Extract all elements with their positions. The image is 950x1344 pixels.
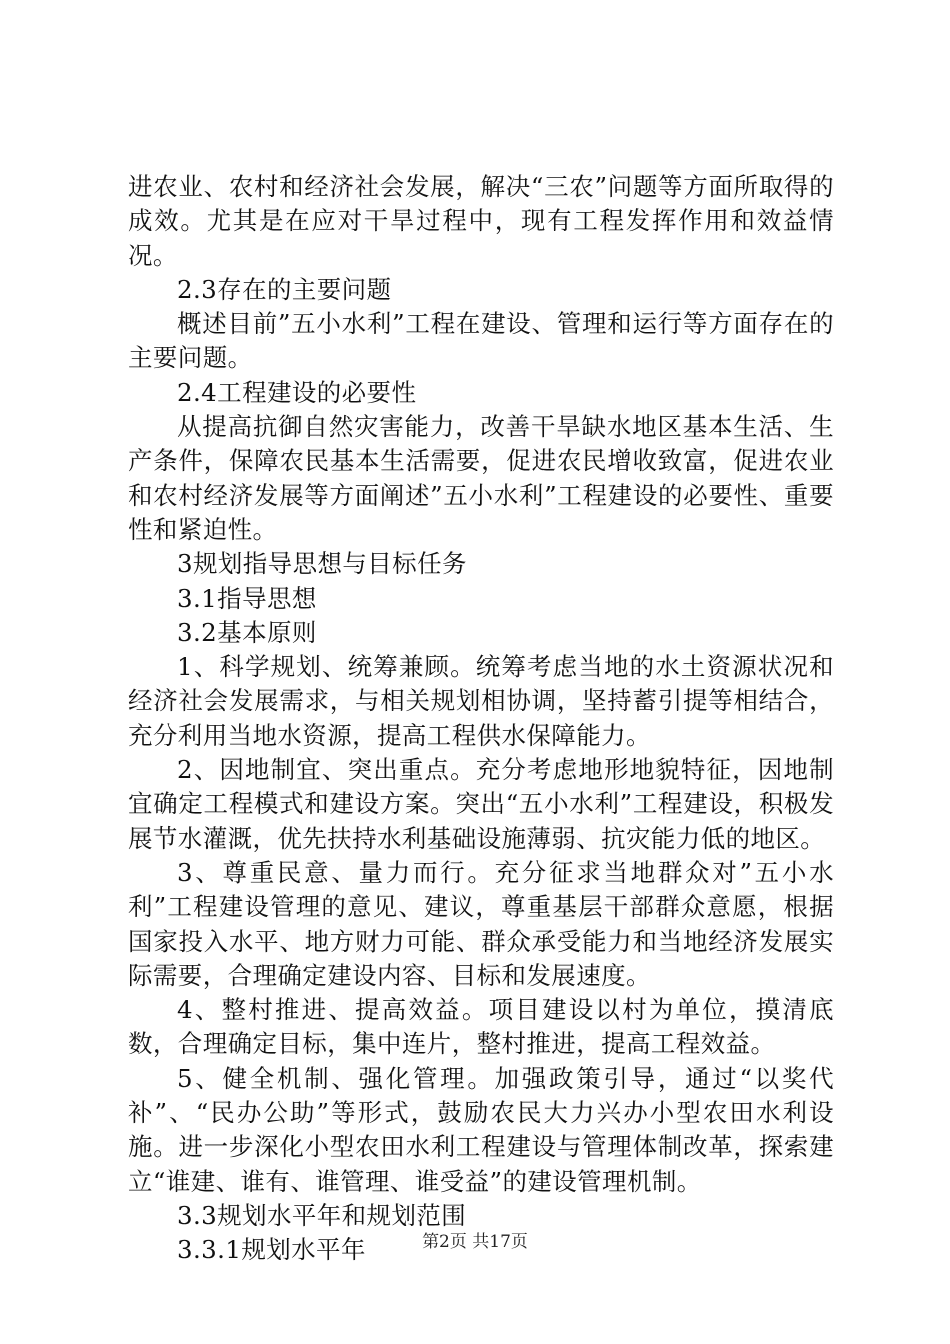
section-heading-3: 3规划指导思想与目标任务 [177, 549, 467, 579]
section-heading-3-3: 3.3规划水平年和规划范围 [177, 1200, 467, 1230]
principle-1: 1、科学规划、统筹兼顾。统筹考虑当地的水土资源状况和经济社会发展需求，与相关规划相协调，坚持蓄引提等相结合，充分利用当地水资源，提高工程供水保障能力。 [128, 652, 834, 750]
section-heading-3-2: 3.2基本原则 [177, 617, 317, 647]
section-heading-3-3-1: 3.3.1规划水平年 [177, 1235, 366, 1265]
principle-4: 4、整村推进、提高效益。项目建设以村为单位，摸清底数，合理确定目标，集中连片，整村推进，提高工程效益。 [128, 995, 834, 1059]
paragraph-necessity: 从提高抗御自然灾害能力，改善干旱缺水地区基本生活、生产条件，保障农民基本生活需要，促进农民增收致富，促进农业和农村经济发展等方面阐述”五小水利”工程建设的必要性、重要性和紧迫性。 [128, 412, 834, 544]
principle-5: 5、健全机制、强化管理。加强政策引导，通过“以奖代补”、“民办公助”等形式，鼓励农民大力兴办小型农田水利设施。进一步深化小型农田水利工程建设与管理体制改革，探索建立“谁建、谁有、谁管理、谁受益”的建设管理机制。 [128, 1063, 834, 1196]
principle-3: 3、尊重民意、量力而行。充分征求当地群众对”五小水利”工程建设管理的意见、建议，尊重基层干部群众意愿，根据国家投入水平、地方财力可能、群众承受能力和当地经济发展实际需要，合理确定建设内容、目标和发展速度。 [128, 857, 834, 990]
section-heading-3-1: 3.1指导思想 [177, 583, 317, 613]
paragraph-continuation: 进农业、农村和经济社会发展，解决“三农”问题等方面所取得的成效。尤其是在应对干旱过程中，现有工程发挥作用和效益情况。 [128, 172, 834, 270]
principle-2: 2、因地制宜、突出重点。充分考虑地形地貌特征，因地制宜确定工程模式和建设方案。突出“五小水利”工程建设，积极发展节水灌溉，优先扶持水利基础设施薄弱、抗灾能力低的地区。 [128, 755, 834, 853]
document-body [128, 170, 834, 1268]
section-heading-2-4: 2.4工程建设的必要性 [177, 377, 417, 407]
section-heading-2-3: 2.3存在的主要问题 [177, 274, 392, 304]
page-footer: 第2页 共17页 [422, 1232, 528, 1252]
paragraph-main-problems: 概述目前”五小水利”工程在建设、管理和运行等方面存在的主要问题。 [128, 309, 834, 373]
